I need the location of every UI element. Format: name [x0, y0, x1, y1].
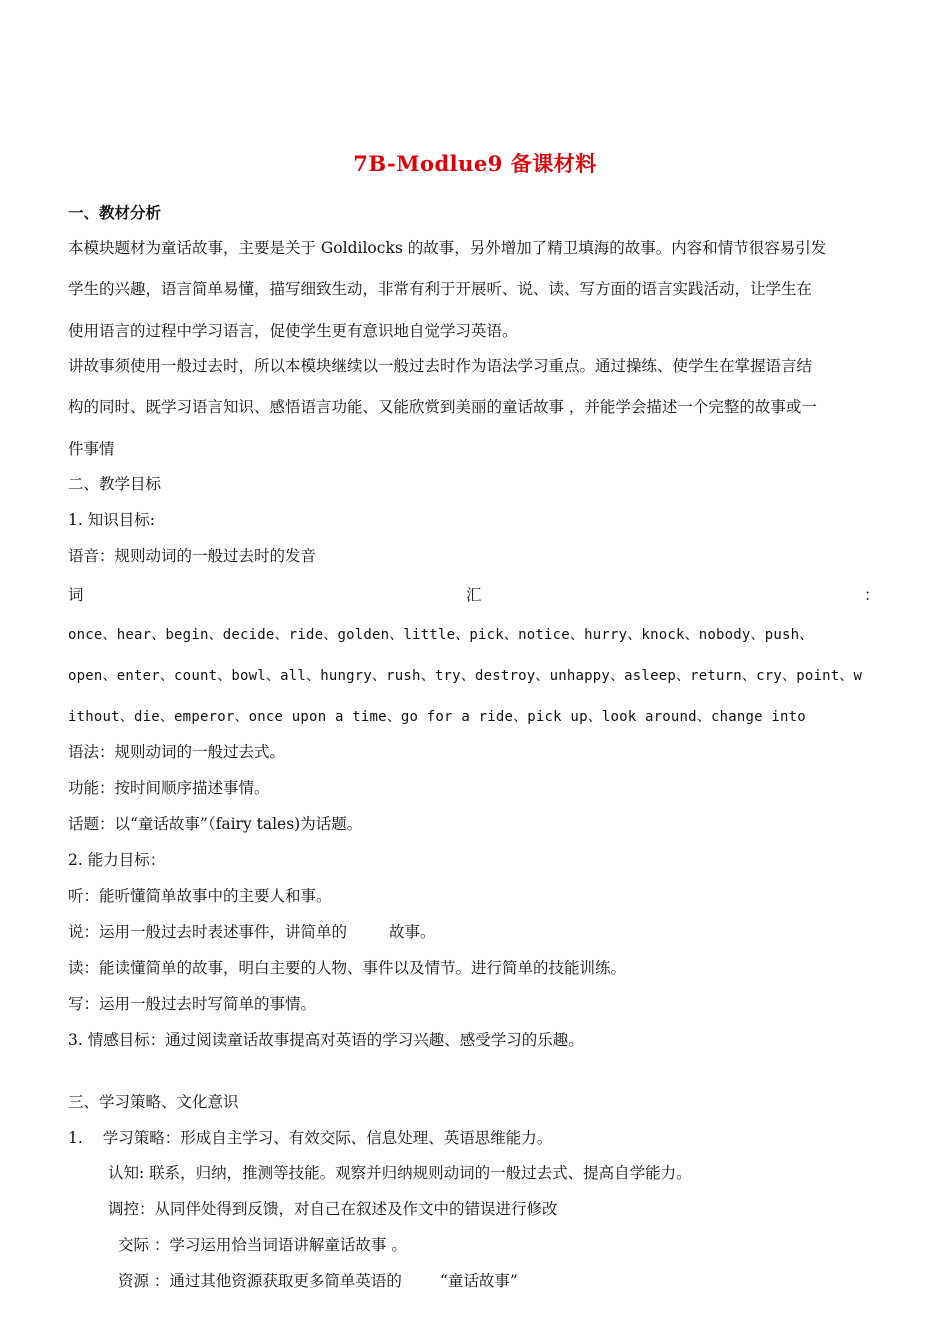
- function-line: 功能：按时间顺序描述事情。: [68, 779, 270, 797]
- knowledge-objectives-heading: 1. 知识目标:: [68, 511, 155, 529]
- grammar-line: 语法：规则动词的一般过去式。: [68, 743, 286, 761]
- vocabulary-label-char: 词: [68, 586, 84, 604]
- vocabulary-label-colon: ：: [864, 586, 880, 604]
- resources-text-part: “童话故事”: [439, 1272, 518, 1290]
- speaking-text-part: 说：运用一般过去时表述事件，讲简单的: [68, 923, 348, 941]
- vocabulary-label-char: 汇: [466, 586, 482, 604]
- section-heading-analysis: 一、教材分析: [68, 203, 162, 222]
- listening-line: 听：能听懂简单故事中的主要人和事。: [68, 887, 332, 905]
- document-title: 7B-Modlue9 备课材料: [353, 151, 597, 176]
- speaking-text-part: 故事。: [389, 923, 436, 941]
- analysis-paragraph-line: 学生的兴趣，语言简单易懂，描写细致生动，非常有利于开展听、说、读、写方面的语言实践活动，让学生在: [68, 280, 813, 298]
- analysis-paragraph-line: 构的同时、既学习语言知识、感悟语言功能、又能欣赏到美丽的童话故事 ，并能学会描述一个完整的故事或一: [68, 398, 817, 416]
- vocabulary-list-line: ithout、die、emperor、once upon a time、go for a ride、pick up、look around、change into: [68, 709, 806, 725]
- analysis-paragraph-line: 使用语言的过程中学习语言，促使学生更有意识地自觉学习英语。: [68, 322, 518, 340]
- strategy-number: 1.: [68, 1129, 83, 1147]
- vocabulary-list-line: open、enter、count、bowl、all、hungry、rush、try、destroy、unhappy、asleep、return、cry、point、w: [68, 668, 863, 684]
- cognition-line: 认知: 联系，归纳，推测等技能。观察并归纳规则动词的一般过去式、提高自学能力。: [108, 1164, 692, 1182]
- section-heading-strategies: 三、学习策略、文化意识: [68, 1093, 239, 1111]
- section-heading-objectives: 二、教学目标: [68, 475, 162, 493]
- resources-text-part: 资源 ：通过其他资源获取更多简单英语的: [118, 1272, 402, 1290]
- reading-line: 读：能读懂简单的故事，明白主要的人物、事件以及情节。进行简单的技能训练。: [68, 959, 627, 977]
- pronunciation-line: 语音：规则动词的一般过去时的发音: [68, 547, 317, 565]
- analysis-paragraph-line: 讲故事须使用一般过去时，所以本模块继续以一般过去时作为语法学习重点。通过操练、使学生在掌握语言结: [68, 357, 813, 375]
- analysis-paragraph-line: 件事情: [68, 440, 115, 458]
- emotion-objectives-line: 3. 情感目标：通过阅读童话故事提高对英语的学习兴趣、感受学习的乐趣。: [68, 1031, 584, 1049]
- communication-line: 交际 ：学习运用恰当词语讲解童话故事 。: [118, 1236, 407, 1254]
- strategy-text: 学习策略：形成自主学习、有效交际、信息处理、英语思维能力。: [102, 1129, 553, 1147]
- speaking-line: [68, 921, 888, 943]
- resources-line: [118, 1270, 938, 1292]
- ability-objectives-heading: 2. 能力目标：: [68, 851, 166, 869]
- strategy-line: [68, 1127, 888, 1149]
- analysis-paragraph-line: 本模块题材为童话故事，主要是关于 Goldilocks 的故事，另外增加了精卫填海的故事。内容和情节很容易引发: [68, 239, 827, 257]
- topic-line: 话题：以“童话故事”（fairy tales)为话题。: [68, 815, 363, 833]
- regulation-line: 调控：从同伴处得到反馈，对自己在叙述及作文中的错误进行修改: [108, 1200, 558, 1218]
- writing-line: 写：运用一般过去时写简单的事情。: [68, 995, 317, 1013]
- vocabulary-list-line: once、hear、begin、decide、ride、golden、little、pick、notice、hurry、knock、nobody、push、: [68, 627, 814, 643]
